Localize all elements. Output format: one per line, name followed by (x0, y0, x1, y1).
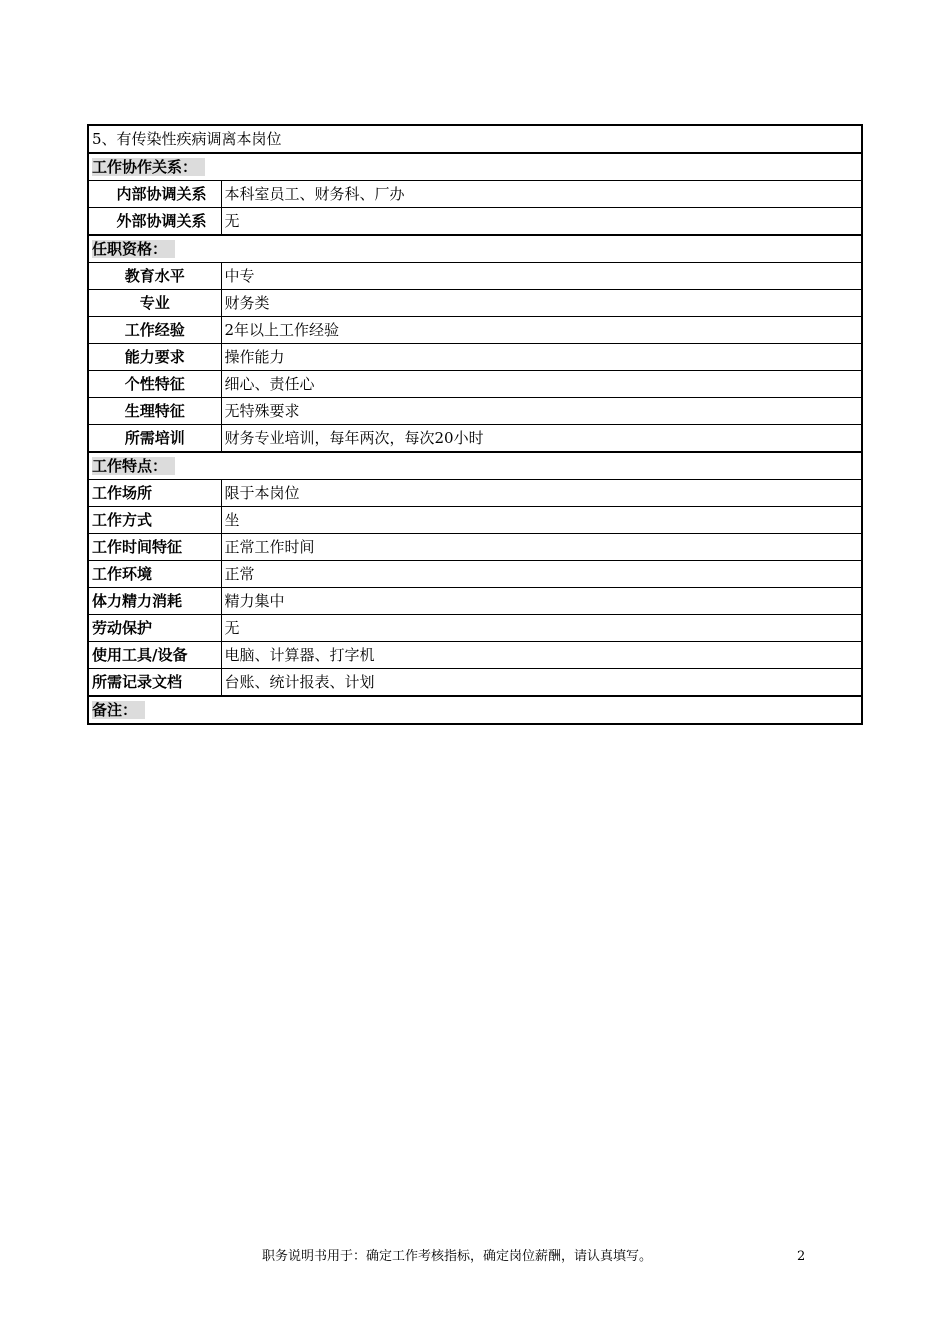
section-title: 备注： (92, 701, 145, 719)
section-header-qualifications (88, 235, 862, 263)
table-row (88, 263, 862, 290)
table-row (88, 561, 862, 588)
row-label: 劳动保护 (88, 615, 221, 642)
table-row (88, 480, 862, 507)
table-row (88, 208, 862, 236)
row-value: 本科室员工、财务科、厂办 (221, 181, 862, 208)
table-row (88, 669, 862, 697)
row-value: 精力集中 (221, 588, 862, 615)
table-row (88, 181, 862, 208)
row-label: 工作环境 (88, 561, 221, 588)
row-value: 无 (221, 615, 862, 642)
row-label: 所需记录文档 (88, 669, 221, 697)
row-value: 限于本岗位 (221, 480, 862, 507)
row-value: 正常工作时间 (221, 534, 862, 561)
job-description-table (87, 124, 863, 725)
section-header-remarks (88, 696, 862, 724)
row-value: 台账、统计报表、计划 (221, 669, 862, 697)
row-label: 内部协调关系 (88, 181, 221, 208)
row-value: 财务类 (221, 290, 862, 317)
row-label: 工作方式 (88, 507, 221, 534)
table-row (88, 615, 862, 642)
row-label: 体力精力消耗 (88, 588, 221, 615)
row-label: 能力要求 (88, 344, 221, 371)
table-row (88, 317, 862, 344)
table-row (88, 290, 862, 317)
table-row (88, 534, 862, 561)
row-label: 所需培训 (88, 425, 221, 453)
row-value: 操作能力 (221, 344, 862, 371)
table-row (88, 371, 862, 398)
page-footer-text: 职务说明书用于：确定工作考核指标，确定岗位薪酬，请认真填写。 (262, 1249, 653, 1264)
table-row (88, 125, 862, 153)
row-value: 细心、责任心 (221, 371, 862, 398)
row-label: 工作场所 (88, 480, 221, 507)
section-title: 工作协作关系： (92, 158, 205, 176)
section-header-coordination (88, 153, 862, 181)
table-row (88, 642, 862, 669)
row-value: 无特殊要求 (221, 398, 862, 425)
row-label: 个性特征 (88, 371, 221, 398)
row-label: 教育水平 (88, 263, 221, 290)
row-value: 财务专业培训，每年两次，每次20小时 (221, 425, 862, 453)
row-label: 专业 (88, 290, 221, 317)
section-header-features (88, 452, 862, 480)
table-row (88, 344, 862, 371)
row-label: 外部协调关系 (88, 208, 221, 236)
row-label: 生理特征 (88, 398, 221, 425)
row-value: 无 (221, 208, 862, 236)
section-title: 任职资格： (92, 240, 175, 258)
page-number: 2 (797, 1249, 806, 1264)
table-row (88, 588, 862, 615)
top-row-text: 5、有传染性疾病调离本岗位 (88, 125, 862, 153)
table-row (88, 507, 862, 534)
row-value: 正常 (221, 561, 862, 588)
row-label: 工作时间特征 (88, 534, 221, 561)
row-label: 工作经验 (88, 317, 221, 344)
row-value: 中专 (221, 263, 862, 290)
table-row (88, 398, 862, 425)
row-value: 2年以上工作经验 (221, 317, 862, 344)
row-value: 坐 (221, 507, 862, 534)
row-value: 电脑、计算器、打字机 (221, 642, 862, 669)
row-label: 使用工具/设备 (88, 642, 221, 669)
section-title: 工作特点： (92, 457, 175, 475)
table-row (88, 425, 862, 453)
